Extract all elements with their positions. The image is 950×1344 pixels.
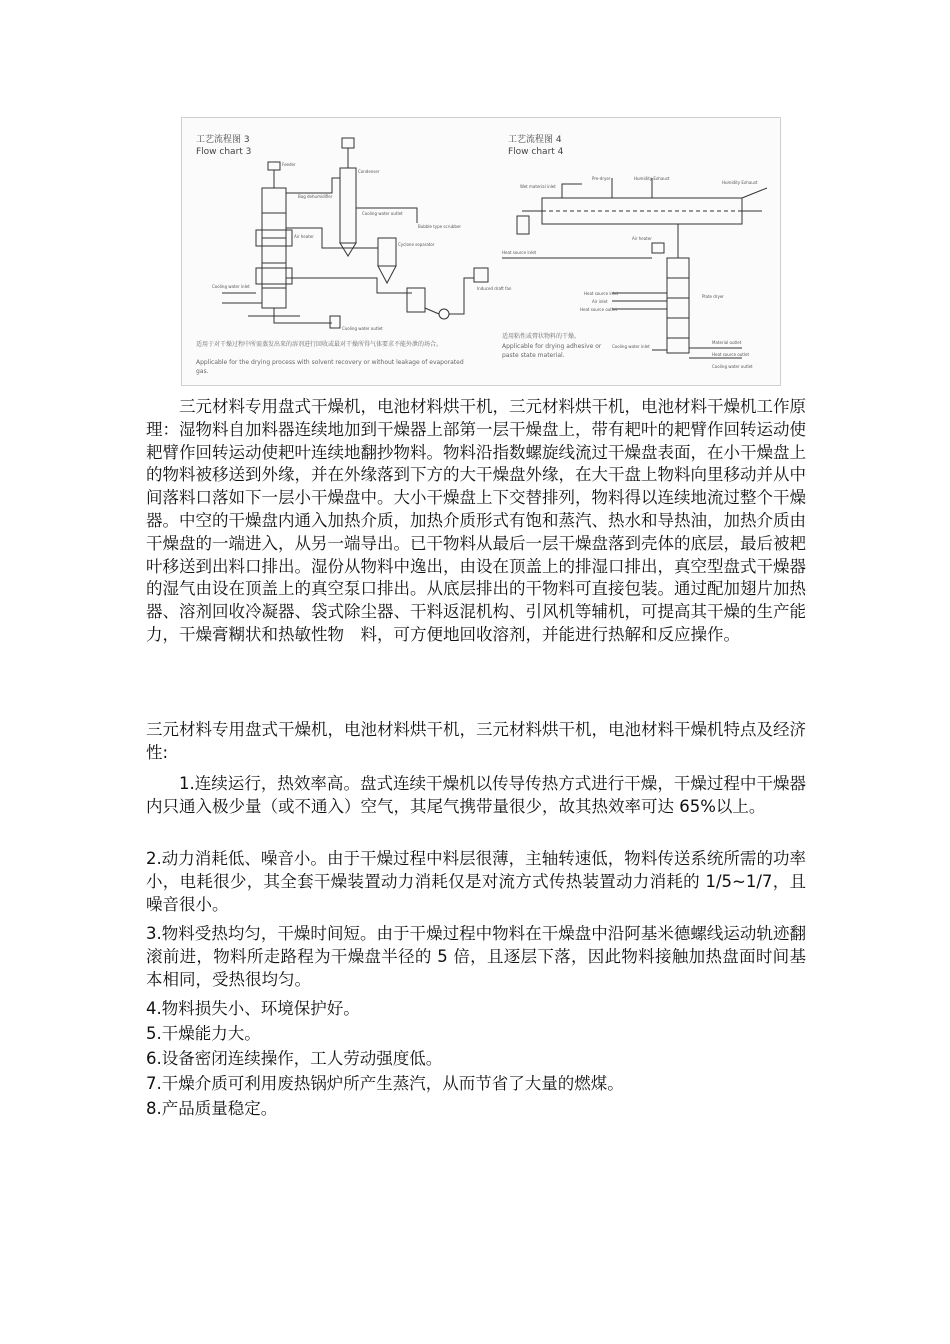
intro-paragraph: 三元材料专用盘式干燥机，电池材料烘干机，三元材料烘干机，电池材料干燥机工作原理：湿物料自加料器连续地加到干燥器上部第一层干燥盘上，带有耙叶的耙臂作回转运动使耙臂作回转运动使耙叶连续地翻抄物料。物料沿指数螺旋线流过干燥盘表面，在小干燥盘上的物料被移送到外缘，并在外缘落到下方的大干燥盘外缘，在大干盘上物料向里移动并从中间落料口落如下一层小干燥盘中。大小干燥盘上下交替排列，物料得以连续地流过整个干燥器。中空的干燥盘内通入加热介质，加热介质形式有饱和蒸汽、热水和导热油，加热介质由干燥盘的一端进入，从另一端导出。已干物料从最后一层干燥盘落到壳体的底层，最后被耙叶移送到出料口排出。湿份从物料中逸出，由设在顶盖上的排湿口排出，真空型盘式干燥器的湿气由设在顶盖上的真空泵口排出。从底层排出的干物料可直接包装。通过配加翅片加热器、溶剂回收冷凝器、袋式除尘器、干料返混机构、引风机等辅机，可提高其干燥的生产能力，干燥膏糊状和热敏性物 料，可方便地回收溶剂，并能进行热解和反应操作。 [146, 397, 806, 644]
flow-chart-3-diagram [222, 138, 488, 328]
svg-text:Material outlet: Material outlet [712, 340, 742, 345]
svg-text:Cooling water outlet: Cooling water outlet [712, 364, 753, 369]
svg-text:Heat source outlet: Heat source outlet [712, 352, 750, 357]
svg-text:Humidity Exhaust: Humidity Exhaust [722, 180, 758, 185]
chart4-title-cn: 工艺流程图 4 [508, 135, 562, 145]
feature-item-2: 2.动力消耗低、噪音小。由于干燥过程中料层很薄，主轴转速低，物料传送系统所需的功率小，电耗很少，其全套干燥装置动力消耗仅是对流方式传热装置动力消耗的 1/5~1/7，且噪音很小。 [146, 849, 806, 914]
svg-text:Cooling water outlet: Cooling water outlet [362, 211, 403, 216]
svg-text:Heat source inlet: Heat source inlet [502, 250, 537, 255]
feature-item-1: 1.连续运行，热效率高。盘式连续干燥机以传导传热方式进行干燥，干燥过程中干燥器内只通入极少量（或不通入）空气，其尾气携带量很少，故其热效率可达 65%以上。 [146, 774, 806, 816]
svg-text:Pre-dryer: Pre-dryer [592, 176, 611, 181]
svg-text:Wet material inlet: Wet material inlet [520, 184, 556, 189]
svg-text:Air inlet: Air inlet [592, 299, 608, 304]
flow-chart-figure [181, 117, 781, 386]
feature-item-6: 6.设备密闭连续操作，工人劳动强度低。 [146, 1049, 443, 1068]
svg-text:Air heater: Air heater [632, 236, 652, 241]
chart4-title-en: Flow chart 4 [508, 147, 564, 157]
chart3-caption-cn: 适用于对干燥过程中所需蒸发出来的溶剂进行回收或最对干燥所得气体要求不能外泄的场合。 [196, 341, 443, 348]
svg-text:Plate dryer: Plate dryer [702, 294, 724, 299]
svg-text:Air heater: Air heater [294, 234, 314, 239]
features-heading: 三元材料专用盘式干燥机，电池材料烘干机，三元材料烘干机，电池材料干燥机特点及经济性: [146, 720, 806, 762]
svg-text:Bubble type scrubber: Bubble type scrubber [418, 224, 462, 229]
chart3-title-cn: 工艺流程图 3 [196, 135, 250, 145]
svg-text:Condenser: Condenser [358, 169, 380, 174]
feature-item-3: 3.物料受热均匀，干燥时间短。由于干燥过程中物料在干燥盘中沿阿基米德螺线运动轨迹翻滚前进，物料所走路程为干燥盘半径的 5 倍，且逐层下落，因此物料接触加热盘面时间基本相同，受热很均匀。 [146, 924, 806, 989]
svg-text:Cooling water inlet: Cooling water inlet [612, 344, 650, 349]
feature-item-7: 7.干燥介质可利用废热锅炉所产生蒸汽，从而节省了大量的燃煤。 [146, 1074, 624, 1093]
svg-text:Cyclone separator: Cyclone separator [398, 242, 435, 247]
flow-chart-4-diagram [502, 178, 767, 358]
chart4-caption-cn: 适用粘性或膏状物料的干燥。 [502, 333, 581, 340]
svg-text:Cooling water outlet: Cooling water outlet [342, 326, 383, 331]
svg-text:Bag dehumidifier: Bag dehumidifier [298, 194, 333, 199]
svg-text:Heat source outlet: Heat source outlet [580, 307, 618, 312]
svg-text:Cooling water inlet: Cooling water inlet [212, 284, 250, 289]
svg-text:Induced draft fan: Induced draft fan [477, 286, 512, 291]
svg-text:Feeder: Feeder [282, 162, 296, 167]
feature-item-4: 4.物料损失小、环境保护好。 [146, 999, 360, 1018]
chart3-title-en: Flow chart 3 [196, 147, 252, 157]
svg-text:Humidity Exhaust: Humidity Exhaust [634, 176, 670, 181]
feature-item-8: 8.产品质量稳定。 [146, 1099, 278, 1118]
feature-item-5: 5.干燥能力大。 [146, 1024, 261, 1043]
chart4-caption-en: Applicable for drying adhesive or paste state material. [502, 343, 602, 359]
chart3-caption-en: Applicable for the drying process with solvent recovery or without leakage of evaporated gas. [196, 359, 464, 375]
svg-text:Heat source inlet: Heat source inlet [584, 291, 619, 296]
